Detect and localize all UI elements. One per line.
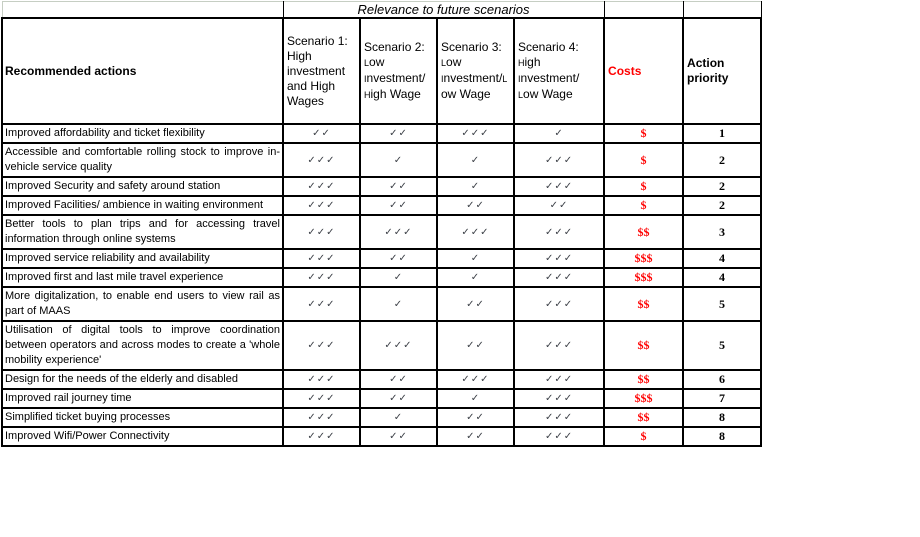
scenario-4-rating-cell: ✓✓✓ [514,427,604,446]
recommended-actions-table [1,1,762,447]
scenario-2-rating-cell: ✓ [360,268,437,287]
scenario-3-rating-cell: ✓✓ [437,321,514,370]
scenario-2-rating-cell: ✓✓✓ [360,215,437,249]
priority-cell: 5 [683,287,761,321]
column-header-costs: Costs [604,18,683,124]
small-cap-letter: H [518,57,525,68]
scenario-1-rating-cell: ✓✓✓ [283,389,360,408]
costs-cell: $$$ [604,389,683,408]
action-cell: Improved Wifi/Power Connectivity [2,427,283,446]
relevance-title: Relevance to future scenarios [283,2,604,19]
action-cell: Design for the needs of the elderly and disabled [2,370,283,389]
scenario-4-rating-cell: ✓✓ [514,196,604,215]
column-header-scenario-4 [514,18,604,124]
priority-cell: 1 [683,124,761,143]
scenario-4-rating-cell: ✓✓✓ [514,321,604,370]
scenario-1-rating-cell: ✓✓ [283,124,360,143]
scenario-1-rating-cell: ✓✓✓ [283,427,360,446]
scenario-1-rating-cell: ✓✓✓ [283,249,360,268]
table-row [2,177,761,196]
action-cell: Improved first and last mile travel experience [2,268,283,287]
scenario-header-line: ow Wage [441,87,491,101]
priority-cell: 3 [683,215,761,249]
scenario-4-rating-cell: ✓✓✓ [514,408,604,427]
scenario-4-rating-cell: ✓✓✓ [514,287,604,321]
spacer-cell [683,2,761,19]
priority-cell: 2 [683,143,761,177]
table-row [2,370,761,389]
action-cell: Simplified ticket buying processes [2,408,283,427]
table-row [2,249,761,268]
scenario-3-rating-cell: ✓✓ [437,287,514,321]
scenario-3-rating-cell: ✓✓ [437,408,514,427]
scenario-2-rating-cell: ✓ [360,408,437,427]
small-cap-letter: I [518,73,521,84]
priority-cell: 2 [683,196,761,215]
scenario-1-rating-cell: ✓✓✓ [283,143,360,177]
table-row [2,389,761,408]
priority-cell: 8 [683,408,761,427]
scenario-4-rating-cell: ✓✓✓ [514,215,604,249]
priority-cell: 8 [683,427,761,446]
table-row [2,408,761,427]
table-row [2,268,761,287]
action-cell: Improved Security and safety around station [2,177,283,196]
scenario-3-rating-cell: ✓ [437,177,514,196]
scenario-header-line: Scenario 3: [441,40,502,54]
scenario-3-rating-cell: ✓✓✓ [437,124,514,143]
table-body [2,124,761,446]
scenario-2-rating-cell: ✓✓ [360,389,437,408]
scenario-1-rating-cell: ✓✓✓ [283,196,360,215]
scenario-1-rating-cell: ✓✓✓ [283,370,360,389]
scenario-header-line: High [518,54,541,69]
small-cap-letter: L [502,74,508,84]
scenario-2-rating-cell: ✓✓ [360,196,437,215]
priority-cell: 4 [683,249,761,268]
scenario-2-rating-cell: ✓ [360,287,437,321]
priority-cell: 5 [683,321,761,370]
scenario-header-line: High Wage [364,86,421,101]
table-row [2,321,761,370]
costs-cell: $$ [604,408,683,427]
column-header-recommended-actions: Recommended actions [2,18,283,124]
table-row [2,427,761,446]
costs-cell: $$$ [604,249,683,268]
action-cell: Improved rail journey time [2,389,283,408]
scenario-header-line: Low [364,54,385,69]
scenario-4-rating-cell: ✓✓✓ [514,268,604,287]
scenario-3-rating-cell: ✓✓ [437,196,514,215]
priority-cell: 6 [683,370,761,389]
scenario-1-rating-cell: ✓✓✓ [283,408,360,427]
scenario-header-line: Scenario 4: [518,39,579,54]
scenario-3-rating-cell: ✓ [437,143,514,177]
scenario-1-rating-cell: ✓✓✓ [283,177,360,196]
costs-cell: $$ [604,287,683,321]
scenario-3-rating-cell: ✓✓✓ [437,215,514,249]
scenario-4-rating-cell: ✓✓✓ [514,143,604,177]
costs-cell: $ [604,143,683,177]
scenario-2-rating-cell: ✓ [360,143,437,177]
small-cap-letter: L [364,57,370,68]
spacer-cell [2,2,283,19]
scenario-1-rating-cell: ✓✓✓ [283,268,360,287]
scenario-3-rating-cell: ✓✓✓ [437,370,514,389]
small-cap-letter: H [364,89,371,100]
costs-cell: $$ [604,321,683,370]
costs-cell: $ [604,177,683,196]
spacer-cell [604,2,683,19]
priority-cell: 4 [683,268,761,287]
small-cap-letter: I [364,73,367,84]
column-header-row [2,18,761,124]
scenario-2-rating-cell: ✓✓ [360,124,437,143]
scenario-2-rating-cell: ✓✓ [360,370,437,389]
scenario-header-line: High [287,48,312,63]
small-cap-letter: L [441,58,447,68]
table-row [2,124,761,143]
costs-cell: $ [604,124,683,143]
costs-cell: $$$ [604,268,683,287]
action-cell: Improved service reliability and availability [2,249,283,268]
column-header-action-priority: Action priority [683,18,761,124]
action-cell: Utilisation of digital tools to improve coordination between operators and across modes to create a 'whole mobility experience' [2,321,283,370]
scenario-2-rating-cell: ✓✓ [360,177,437,196]
costs-cell: $ [604,427,683,446]
scenario-4-rating-cell: ✓✓✓ [514,370,604,389]
scenario-1-rating-cell: ✓✓✓ [283,287,360,321]
scenario-4-rating-cell: ✓ [514,124,604,143]
table-row [2,287,761,321]
scenario-header-line: investment [287,63,346,78]
scenario-3-rating-cell: ✓ [437,249,514,268]
scenario-header-line: Investment/ [518,70,580,85]
small-cap-letter: I [441,74,444,84]
column-header-scenario-1 [283,18,360,124]
table-row [2,215,761,249]
action-cell: Improved affordability and ticket flexibility [2,124,283,143]
scenario-header-line: Investment/L [441,71,508,85]
scenario-2-rating-cell: ✓✓ [360,427,437,446]
scenario-3-rating-cell: ✓ [437,389,514,408]
column-header-scenario-3 [437,18,514,124]
scenario-header-line: Wages [287,93,324,108]
small-cap-letter: L [518,89,524,100]
scenario-4-rating-cell: ✓✓✓ [514,177,604,196]
scenario-header-line: Investment/ [364,70,426,85]
scenario-2-rating-cell: ✓✓✓ [360,321,437,370]
action-cell: Better tools to plan trips and for accessing travel information through online systems [2,215,283,249]
costs-cell: $ [604,196,683,215]
scenario-3-rating-cell: ✓ [437,268,514,287]
priority-cell: 2 [683,177,761,196]
scenario-header-line: Low [441,55,462,69]
scenario-1-rating-cell: ✓✓✓ [283,215,360,249]
costs-cell: $$ [604,370,683,389]
action-cell: Improved Facilities/ ambience in waiting environment [2,196,283,215]
costs-cell: $$ [604,215,683,249]
action-cell: More digitalization, to enable end users to view rail as part of MAAS [2,287,283,321]
scenario-2-rating-cell: ✓✓ [360,249,437,268]
scenario-4-rating-cell: ✓✓✓ [514,389,604,408]
column-header-scenario-2 [360,18,437,124]
table-row [2,143,761,177]
priority-cell: 7 [683,389,761,408]
scenario-header-line: Scenario 1: [287,33,348,48]
scenario-1-rating-cell: ✓✓✓ [283,321,360,370]
top-header-row [2,2,761,19]
scenario-header-line: and High [287,78,336,93]
scenario-header-line: Low Wage [518,86,573,101]
scenario-header-line: Scenario 2: [364,39,425,54]
table-row [2,196,761,215]
scenario-4-rating-cell: ✓✓✓ [514,249,604,268]
scenario-3-rating-cell: ✓✓ [437,427,514,446]
action-cell: Accessible and comfortable rolling stock to improve in-vehicle service quality [2,143,283,177]
